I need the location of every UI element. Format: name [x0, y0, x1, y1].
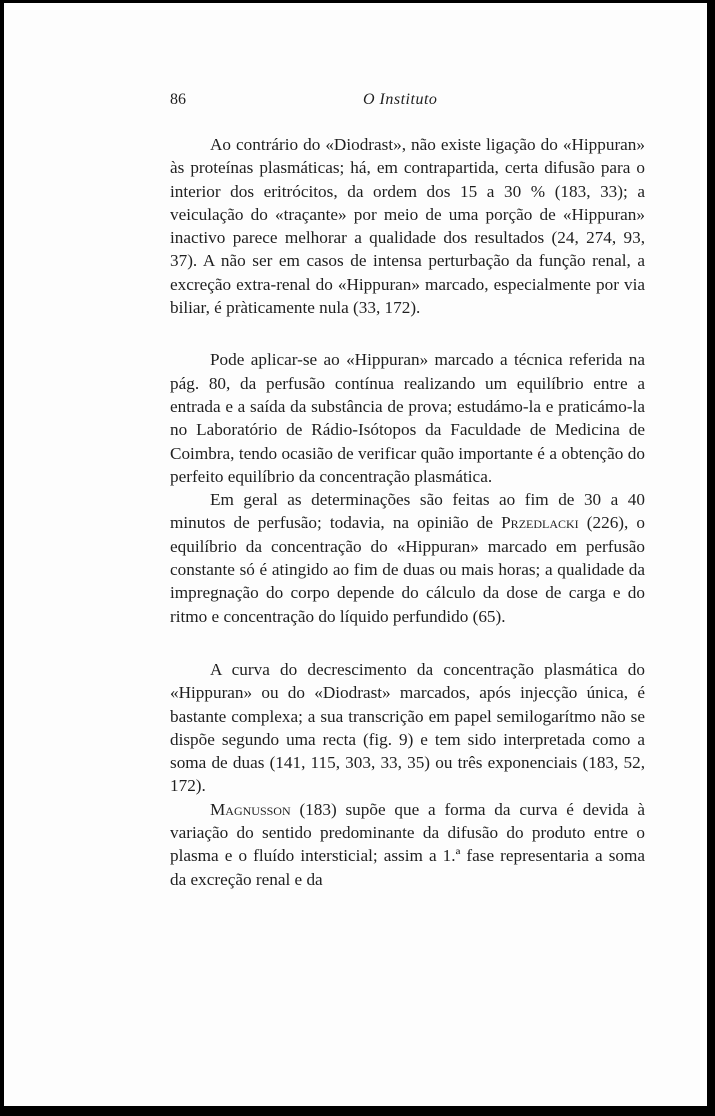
body-text — [170, 133, 645, 891]
book-page — [4, 3, 707, 1106]
text-segment: (183) supõe que a forma da curva é devida à variação do sentido predominante da difusão do produto entre o plasma e o fluído intersticial; assim a 1.ª fase representaria a soma da excreção renal e da — [170, 799, 645, 889]
author-name: Przedlacki — [501, 513, 579, 533]
paragraph-continuous-perfusion: Pode aplicar-se ao «Hippuran» marcado a técnica referida na pág. 80, da perfusão contínua realizando um equilíbrio entre a entrada e a saída da substância de prova; estudámo-la e praticámo-la no Laboratório de Rádio-Isótopos da Faculdade de Medicina de Coimbra, tendo ocasião de verificar quão importante é a obtenção do perfeito equilíbrio da concentração plasmática. — [170, 350, 645, 486]
paragraph-hippuran-binding: Ao contrário do «Diodrast», não existe ligação do «Hippuran» às proteínas plasmáticas; há, em contrapartida, certa difusão para o interior dos eritrócitos, da ordem dos 15 a 30 % (183, 33); a veiculação do «traçante» por meio de uma porção de «Hippuran» inactivo parece melhorar a qualidade dos resultados (24, 274, 93, 37). A não ser em casos de intensa perturbação da função renal, a excreção extra-renal do «Hippuran» marcado, especialmente por via biliar, é pràticamente nula (33, 172). — [170, 135, 645, 318]
paragraph-magnusson — [170, 798, 645, 891]
author-name: Magnusson — [210, 799, 291, 819]
text-segment: Em geral as determinações são feitas ao fim de 30 a 40 minutos de perfusão; todavia, na opinião de — [170, 490, 645, 533]
page-number: 86 — [170, 91, 186, 108]
paragraph-equilibrium-time — [170, 488, 645, 628]
text-segment: (226), o equilíbrio da concentração do «Hippuran» marcado em perfusão constante só é atingido ao fim de duas ou mais horas; a qualidade da impregnação do corpo depende do cálculo da dose de carga e do ritmo e concentração do líquido perfundido (65). — [170, 513, 645, 626]
running-head — [170, 91, 645, 115]
running-title: O Instituto — [363, 91, 438, 108]
paragraph-decay-curve: A curva do decrescimento da concentração plasmática do «Hippuran» ou do «Diodrast» marcados, após injecção única, é bastante complexa; a sua transcrição em papel semilogarítmo não se dispõe segundo uma recta (fig. 9) e tem sido interpretada como a soma de duas (141, 115, 303, 33, 35) ou três exponenciais (183, 52, 172). — [170, 659, 645, 796]
